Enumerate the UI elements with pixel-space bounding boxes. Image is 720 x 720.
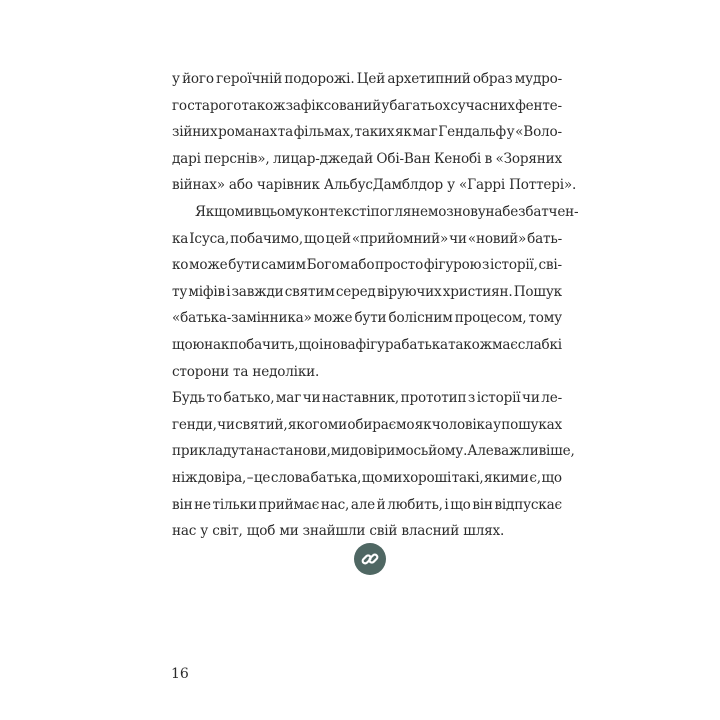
body-text — [172, 66, 579, 545]
text-line: ко може бути самим Богом або просто фігурою з історії, сві- — [172, 257, 562, 274]
text-line: сторони та недоліки. — [172, 363, 320, 380]
text-line: він не тільки приймає нас, але й любить, і що він відпускає — [172, 496, 562, 513]
chain-link-ornament — [354, 543, 386, 575]
paragraph — [172, 66, 577, 199]
text-line: ніж довіра, – це слова батька, що ми хороші такі, якими є, що — [172, 469, 562, 486]
text-line: го старого також зафіксований у багатьох сучасних фенте- — [172, 97, 562, 114]
text-line: дарі перснів», лицар-джедай Обі-Ван Кенобі в «Зоряних — [172, 150, 562, 167]
text-line: прикладу та настанови, ми довіримось йому. Але важливіше, — [172, 443, 575, 460]
chain-link-icon — [360, 549, 380, 569]
paragraph — [172, 385, 575, 545]
paragraph — [172, 199, 579, 385]
text-line: у його героїчній подорожі. Цей архетипний образ мудро- — [172, 71, 562, 87]
text-line: ту міфів і завжди святим серед віруючих християн. Пошук — [172, 283, 562, 300]
text-line: ка Ісуса, побачимо, що цей «прийомний» чи «новий» бать- — [172, 230, 562, 247]
text-line: зійних романах та фільмах, таких як маг Гендальф у «Воло- — [172, 124, 562, 141]
text-line: війнах» або чарівник АльбусДамблдор у «Гаррі Поттері». — [172, 177, 577, 194]
text-line: генди, чи святий, якого ми обираємо як чоловіка у пошуках — [172, 416, 562, 433]
text-line: Будь то батько, маг чи наставник, прототип з історії чи ле- — [172, 390, 562, 407]
text-line: Якщо ми в цьому контексті поглянемо знову на безбатчен- — [195, 203, 579, 220]
text-line: нас у світ, щоб ми знайшли свій власний шлях. — [172, 523, 505, 540]
page-number: 16 — [171, 666, 189, 682]
text-line: «батька-замінника» може бути болісним процесом, тому — [172, 310, 562, 327]
text-line: що юнак побачить, що і нова фігура батька також має слабкі — [172, 336, 562, 353]
